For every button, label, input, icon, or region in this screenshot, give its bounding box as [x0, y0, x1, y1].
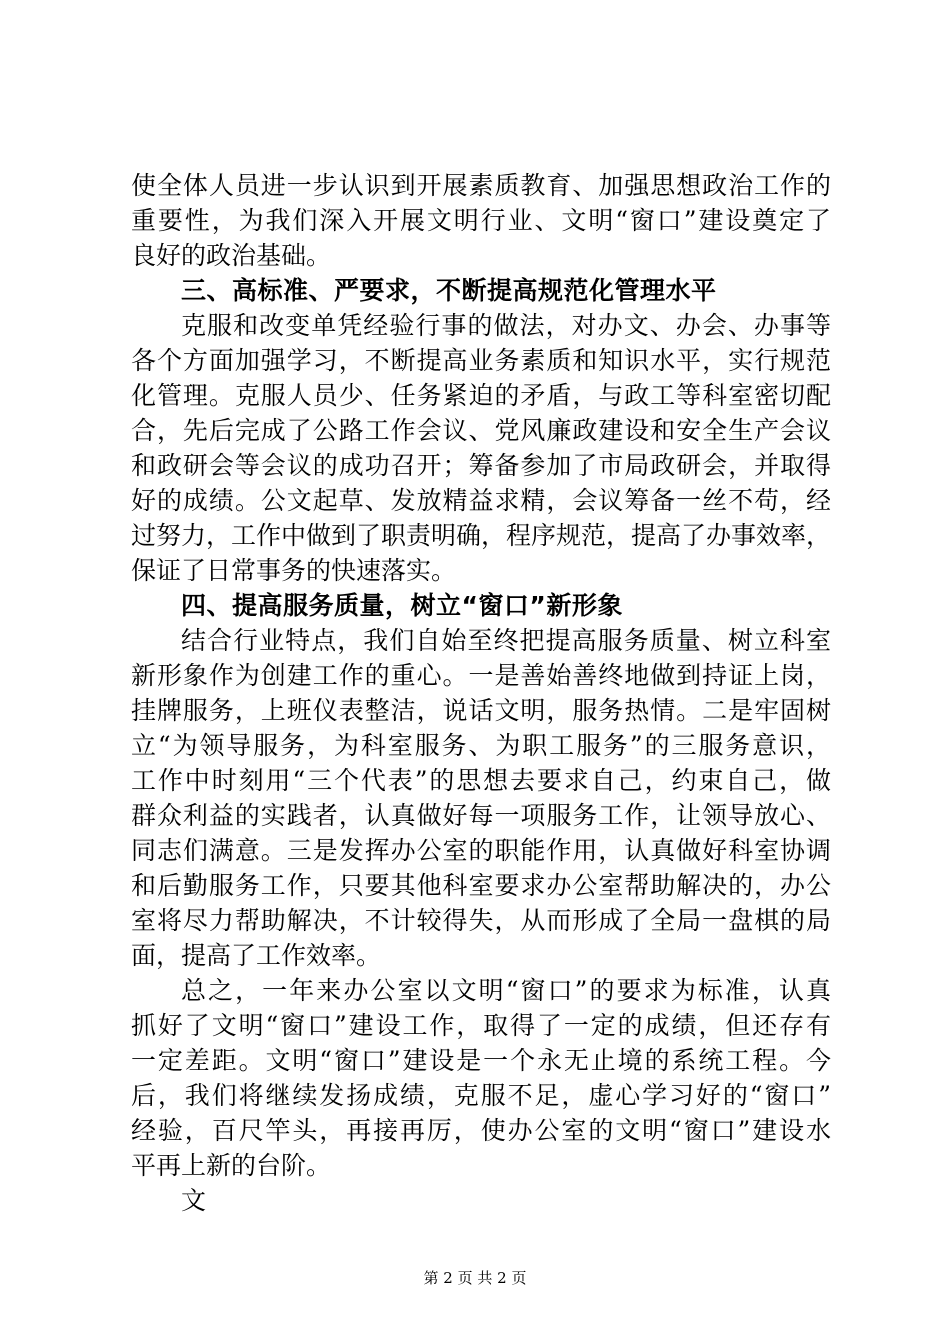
paragraph-line: 合，先后完成了公路工作会议、党风廉政建设和安全生产会议	[131, 416, 831, 445]
paragraph-line: 重要性，为我们深入开展文明行业、文明“窗口”建设奠定了	[131, 206, 831, 235]
paragraph-line: 各个方面加强学习，不断提高业务素质和知识水平，实行规范	[131, 346, 831, 375]
paragraph-line: 一定差距。文明“窗口”建设是一个永无止境的系统工程。今	[131, 1046, 831, 1075]
paragraph-line: 立“为领导服务，为科室服务、为职工服务”的三服务意识，	[131, 731, 831, 760]
paragraph-line: 面，提高了工作效率。	[131, 941, 382, 970]
paragraph-line: 群众利益的实践者，认真做好每一项服务工作，让领导放心、	[131, 801, 831, 830]
paragraph-line: 和后勤服务工作，只要其他科室要求办公室帮助解决的，办公	[131, 871, 831, 900]
paragraph-line: 同志们满意。三是发挥办公室的职能作用，认真做好科室协调	[131, 836, 831, 865]
paragraph-line: 总之，一年来办公室以文明“窗口”的要求为标准，认真	[181, 976, 831, 1005]
paragraph-line: 化管理。克服人员少、任务紧迫的矛盾，与政工等科室密切配	[131, 381, 831, 410]
section-heading-3: 三、高标准、严要求，不断提高规范化管理水平	[181, 276, 717, 305]
paragraph-line: 后，我们将继续发扬成绩，克服不足，虚心学习好的“窗口”	[131, 1081, 831, 1110]
paragraph-line: 经验，百尺竿头，再接再厉，使办公室的文明“窗口”建设水	[131, 1116, 831, 1145]
paragraph-line: 结合行业特点，我们自始至终把提高服务质量、树立科室	[181, 626, 831, 655]
paragraph-line: 良好的政治基础。	[131, 241, 332, 270]
paragraph-line: 挂牌服务，上班仪表整洁，说话文明，服务热情。二是牢固树	[131, 696, 831, 725]
paragraph-line: 保证了日常事务的快速落实。	[131, 556, 457, 585]
paragraph-line: 平再上新的台阶。	[131, 1151, 332, 1180]
paragraph-line: 过努力，工作中做到了职责明确，程序规范，提高了办事效率，	[131, 521, 832, 550]
paragraph-line: 室将尽力帮助解决，不计较得失，从而形成了全局一盘棋的局	[131, 906, 831, 935]
paragraph-line: 使全体人员进一步认识到开展素质教育、加强思想政治工作的	[131, 171, 831, 200]
paragraph-line: 克服和改变单凭经验行事的做法，对办文、办会、办事等	[181, 311, 831, 340]
paragraph-line: 文	[181, 1186, 207, 1215]
paragraph-line: 工作中时刻用“三个代表”的思想去要求自己，约束自己，做	[131, 766, 831, 795]
paragraph-line: 和政研会等会议的成功召开；筹备参加了市局政研会，并取得	[131, 451, 831, 480]
paragraph-line: 抓好了文明“窗口”建设工作，取得了一定的成绩，但还存有	[131, 1011, 831, 1040]
section-heading-4: 四、提高服务质量，树立“窗口”新形象	[181, 591, 623, 620]
page-number-footer: 第 2 页 共 2 页	[423, 1269, 527, 1287]
paragraph-line: 好的成绩。公文起草、发放精益求精，会议筹备一丝不苟，经	[131, 486, 831, 515]
paragraph-line: 新形象作为创建工作的重心。一是善始善终地做到持证上岗，	[131, 661, 831, 690]
